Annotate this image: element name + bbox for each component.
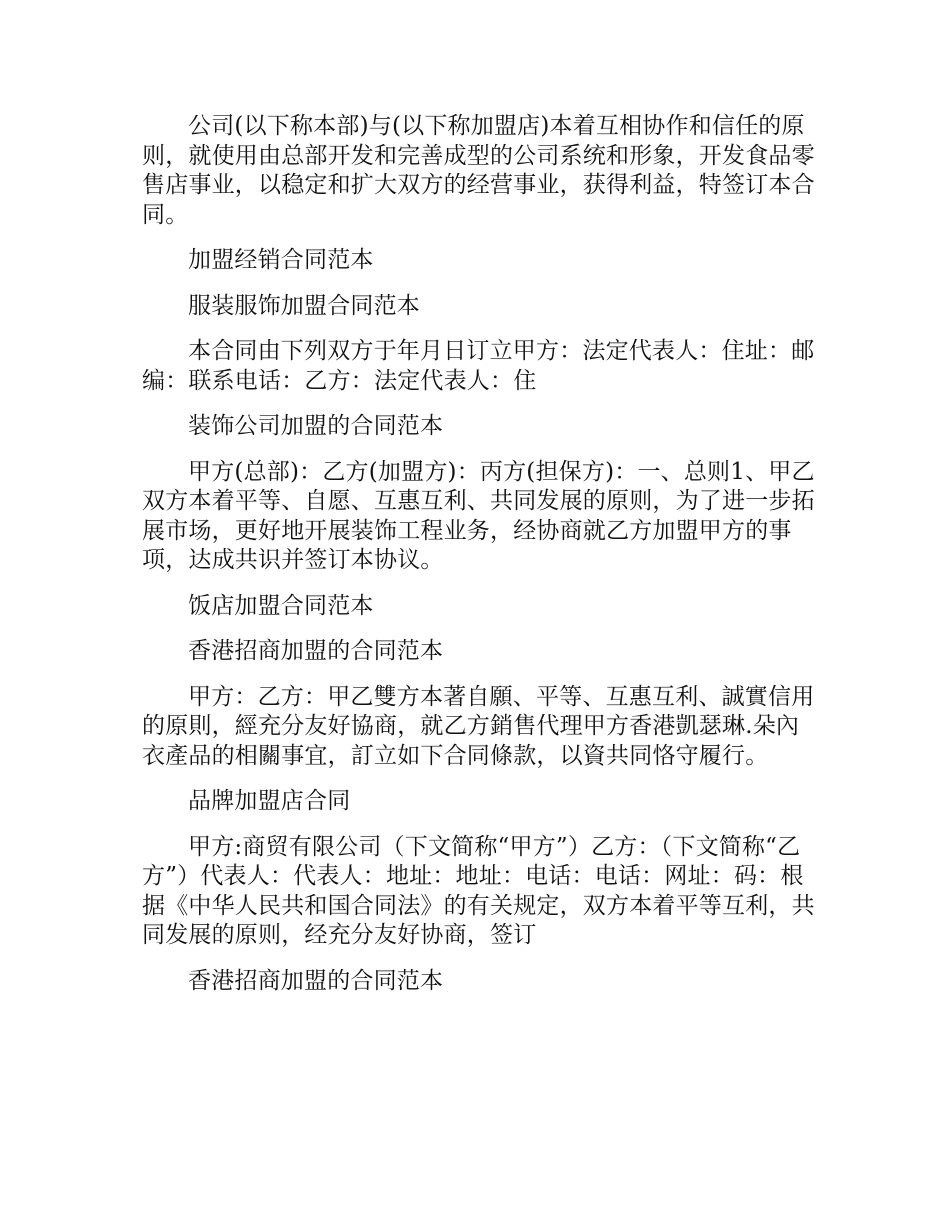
paragraph-decoration-terms: 甲方(总部)：乙方(加盟方)：丙方(担保方)：一、总则1、甲乙双方本着平等、自愿、互惠互利、共同发展的原则，为了进一步拓展市场，更好地开展装饰工程业务，经协商就乙方加盟甲方的事项，达成共识并签订本协议。	[142, 458, 815, 573]
paragraph-intro: 公司(以下称本部)与(以下称加盟店)本着互相协作和信任的原则，就使用由总部开发和完善成型的公司系统和形象，开发食品零售店事业，以稳定和扩大双方的经营事业，获得利益，特签订本合同。	[142, 113, 815, 228]
document-body	[142, 112, 822, 1012]
heading-brand-store-contract: 品牌加盟店合同	[188, 788, 351, 814]
heading-distribution-contract: 加盟经销合同范本	[188, 247, 374, 273]
paragraph-brand-terms: 甲方:商贸有限公司（下文简称“甲方”）乙方：（下文简称“乙方”）代表人：代表人：地址：地址：电话：电话：网址：码：根据《中华人民共和国合同法》的有关规定，双方本着平等互利，共同发展的原则，经充分友好协商，签订	[142, 833, 815, 948]
heading-apparel-contract: 服装服饰加盟合同范本	[188, 292, 420, 319]
paragraph-parties: 本合同由下列双方于年月日订立甲方：法定代表人：住址：邮编：联系电话：乙方：法定代表人：住	[142, 338, 815, 394]
paragraph-hongkong-terms: 甲方：乙方：甲乙雙方本著自願、平等、互惠互利、誠實信用的原則，經充分友好協商，就乙方銷售代理甲方香港凱瑟琳.朵內衣產品的相關事宜，訂立如下合同條款，以資共同恪守履行。	[142, 683, 815, 769]
heading-hongkong-contract-repeat: 香港招商加盟的合同范本	[188, 967, 444, 994]
heading-restaurant-contract: 饭店加盟合同范本	[188, 592, 374, 619]
heading-hongkong-contract: 香港招商加盟的合同范本	[188, 638, 444, 664]
heading-decoration-contract: 装饰公司加盟的合同范本	[188, 413, 444, 439]
